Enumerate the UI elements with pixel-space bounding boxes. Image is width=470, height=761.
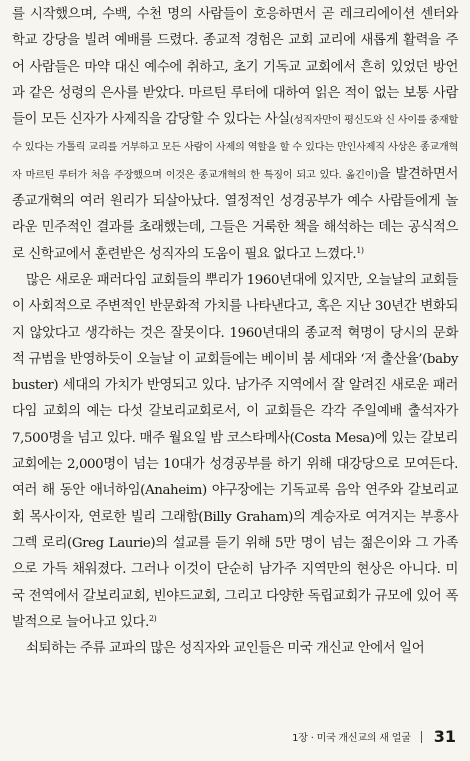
footnote-marker-2: 2) [148,613,157,623]
page-footer [0,726,456,746]
body-text [12,2,458,662]
paragraph-1 [12,2,458,268]
page-number: 31 [433,727,456,746]
paragraph-3-text: 쇠퇴하는 주류 교파의 많은 성직자와 교인들은 미국 개신교 안에서 일어 [26,641,425,657]
paragraph-2 [12,268,458,636]
running-chapter-title: 1장 · 미국 개신교의 새 얼굴 [292,733,411,744]
footer-divider [421,731,422,743]
paragraph-2-text: 많은 새로운 패러다임 교회들의 뿌리가 1960년대에 있지만, 오늘날의 교회들이 사회적으로 주변적인 반문화적 가치를 나타낸다고, 혹은 지난 30년간 변화되지 않았다고 생각하는 것은 잘못이다. 1960년대의 종교적 혁명이 당시의 문화적 규범을 반영하듯이 오늘날 이 교회들에는 베이비 붐 세대와 ‘저 출산율’(baby buster) 세대의 가치가 반영되고 있다. 남가주 지역에서 잘 알려진 새로운 패러다임 교회의 예는 다섯 갈보리교회로서, 이 교회들은 각각 주일예배 출석자가 7,500명을 넘고 있다. 매주 월요일 밤 코스타메사(Costa Mesa)에 있는 갈보리교회에는 2,000명이 넘는 10대가 성경공부를 하기 위해 대강당으로 모여든다. 여러 해 동안 애너하임(Anaheim) 야구장에는 기독교록 음악 연주와 갈보리교회 목사이자, 연로한 빌리 그래함(Billy Graham)의 계승자로 여겨지는 부흥사 그렉 로리(Greg Laurie)의 설교를 듣기 위해 5만 명이 넘는 젊은이와 그 가족으로 가득 채워졌다. 그러나 이것이 단순히 남가주 지역만의 현상은 아니다. 미국 전역에서 갈보리교회, 빈야드교회, 그리고 다양한 독립교회가 규모에 있어 폭발적으로 늘어나고 있다. [12,272,458,630]
paragraph-1-text-b: 을 발견하면서 종교개혁의 여러 원리가 되살아났다. 열정적인 성경공부가 예수 사람들에게 놀라운 민주적인 결과를 초래했는데, 그들은 거룩한 책을 해석하는 데는 공식적으로 신학교에서 훈련받은 성직자의 도움이 필요 없다고 느꼈다. [12,166,458,262]
footnote-marker-1: 1) [356,245,364,255]
translator-note: (성직자만이 평신도와 신 사이를 중재할 수 있다는 가톨릭 교리를 거부하고 모든 사람이 사제의 역할을 할 수 있다는 만인사제직 사상은 종교개혁자 마르틴 루터가 처음 주장했으며 이것은 종교개혁의 한 특징이 되고 있다. 옮긴이) [12,115,459,181]
paragraph-3 [12,636,458,662]
paragraph-1-text-a: 를 시작했으며, 수백, 수천 명의 사람들이 호응하면서 곧 레크리에이션 센터와 학교 강당을 빌려 예배를 드렸다. 종교적 경험은 교회 교리에 새롭게 활력을 주어 사람들은 마약 대신 예수에 취하고, 초기 기독교 교회에서 흔히 있었던 방언과 같은 성령의 은사를 받았다. 마르틴 루터에 대하여 읽은 적이 없는 보통 사람들이 모든 신자가 사제직을 감당할 수 있다는 사실 [12,7,458,128]
